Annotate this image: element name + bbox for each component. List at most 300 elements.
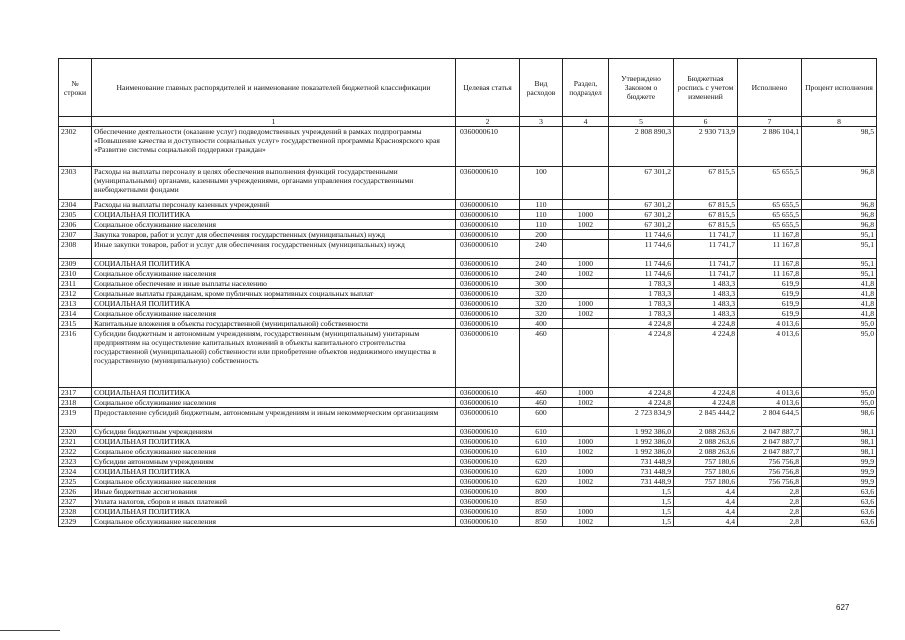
- table-row: [59, 309, 877, 319]
- indicator-name-cell: СОЦИАЛЬНАЯ ПОЛИТИКА: [92, 467, 456, 477]
- percent-cell: 95,0: [802, 398, 877, 408]
- executed-amount-cell: 65 655,5: [738, 167, 802, 200]
- section-cell: [563, 240, 609, 259]
- table-row: [59, 398, 877, 408]
- approved-amount-cell: 2 808 890,3: [609, 127, 674, 167]
- section-cell: [563, 167, 609, 200]
- expense-type-cell: 850: [520, 507, 563, 517]
- row-number-cell: 2322: [59, 447, 92, 457]
- section-cell: [563, 408, 609, 427]
- section-cell: 1000: [563, 467, 609, 477]
- expense-type-cell: 460: [520, 388, 563, 398]
- percent-cell: 95,0: [802, 388, 877, 398]
- section-cell: 1002: [563, 447, 609, 457]
- target-article-cell: 0360000610: [456, 279, 520, 289]
- row-number-cell: 2311: [59, 279, 92, 289]
- indicator-name-cell: Закупка товаров, работ и услуг для обеспечения государственных (муниципальных) нужд: [92, 230, 456, 240]
- row-number-cell: 2306: [59, 220, 92, 230]
- budget-amount-cell: 67 815,5: [674, 220, 738, 230]
- target-article-cell: 0360000610: [456, 437, 520, 447]
- executed-amount-cell: 11 167,8: [738, 240, 802, 259]
- table-row: [59, 127, 877, 167]
- approved-amount-cell: 1 992 386,0: [609, 447, 674, 457]
- target-article-cell: 0360000610: [456, 329, 520, 388]
- executed-amount-cell: 2,8: [738, 517, 802, 527]
- target-article-cell: 0360000610: [456, 200, 520, 210]
- row-number-cell: 2310: [59, 269, 92, 279]
- section-cell: [563, 289, 609, 299]
- section-cell: 1002: [563, 398, 609, 408]
- target-article-cell: 0360000610: [456, 507, 520, 517]
- budget-amount-cell: 757 180,6: [674, 457, 738, 467]
- row-number-cell: 2312: [59, 289, 92, 299]
- table-row: [59, 167, 877, 200]
- budget-amount-cell: 2 088 263,6: [674, 447, 738, 457]
- table-row: [59, 289, 877, 299]
- target-article-cell: 0360000610: [456, 210, 520, 220]
- header-name: Наименование главных распорядителей и наименование показателей бюджетной классификации: [92, 59, 456, 117]
- column-number: 7: [738, 117, 802, 127]
- column-number: [59, 117, 92, 127]
- approved-amount-cell: 4 224,8: [609, 388, 674, 398]
- approved-amount-cell: 731 448,9: [609, 457, 674, 467]
- approved-amount-cell: 1 783,3: [609, 279, 674, 289]
- indicator-name-cell: СОЦИАЛЬНАЯ ПОЛИТИКА: [92, 388, 456, 398]
- executed-amount-cell: 11 167,8: [738, 259, 802, 269]
- approved-amount-cell: 1 992 386,0: [609, 427, 674, 437]
- table-header: [59, 59, 877, 127]
- approved-amount-cell: 67 301,2: [609, 167, 674, 200]
- table-row: [59, 437, 877, 447]
- executed-amount-cell: 65 655,5: [738, 210, 802, 220]
- table-row: [59, 507, 877, 517]
- expense-type-cell: 320: [520, 309, 563, 319]
- percent-cell: 96,8: [802, 220, 877, 230]
- approved-amount-cell: 67 301,2: [609, 200, 674, 210]
- indicator-name-cell: Субсидии бюджетным учреждениям: [92, 427, 456, 437]
- executed-amount-cell: 4 013,6: [738, 329, 802, 388]
- executed-amount-cell: 2,8: [738, 487, 802, 497]
- budget-amount-cell: 11 741,7: [674, 259, 738, 269]
- header-executed: Исполнено: [738, 59, 802, 117]
- target-article-cell: 0360000610: [456, 220, 520, 230]
- table-row: [59, 517, 877, 527]
- target-article-cell: 0360000610: [456, 497, 520, 507]
- indicator-name-cell: Иные бюджетные ассигнования: [92, 487, 456, 497]
- row-number-cell: 2318: [59, 398, 92, 408]
- target-article-cell: 0360000610: [456, 309, 520, 319]
- indicator-name-cell: Обеспечение деятельности (оказание услуг) подведомственных учреждений в рамках подпрограммы «Повышение качества и доступности социальных услуг» государственной программы Красноярского края «Развитие системы социальной поддержки граждан»: [92, 127, 456, 167]
- approved-amount-cell: 67 301,2: [609, 220, 674, 230]
- executed-amount-cell: 4 013,6: [738, 388, 802, 398]
- indicator-name-cell: СОЦИАЛЬНАЯ ПОЛИТИКА: [92, 507, 456, 517]
- expense-type-cell: 200: [520, 230, 563, 240]
- percent-cell: 95,1: [802, 259, 877, 269]
- approved-amount-cell: 2 723 834,9: [609, 408, 674, 427]
- indicator-name-cell: Субсидии автономным учреждениям: [92, 457, 456, 467]
- indicator-name-cell: Расходы на выплаты персоналу казенных учреждений: [92, 200, 456, 210]
- target-article-cell: 0360000610: [456, 487, 520, 497]
- expense-type-cell: 620: [520, 467, 563, 477]
- section-cell: 1002: [563, 269, 609, 279]
- indicator-name-cell: Расходы на выплаты персоналу в целях обеспечения выполнения функций государственными (муниципальными) органами, казенными учреждениями, органами управления государственными внебюджетными фондами: [92, 167, 456, 200]
- target-article-cell: 0360000610: [456, 299, 520, 309]
- approved-amount-cell: 11 744,6: [609, 259, 674, 269]
- indicator-name-cell: Уплата налогов, сборов и иных платежей: [92, 497, 456, 507]
- expense-type-cell: 460: [520, 329, 563, 388]
- row-number-cell: 2323: [59, 457, 92, 467]
- row-number-cell: 2307: [59, 230, 92, 240]
- percent-cell: 98,5: [802, 127, 877, 167]
- approved-amount-cell: 1 783,3: [609, 309, 674, 319]
- percent-cell: 63,6: [802, 507, 877, 517]
- executed-amount-cell: 2,8: [738, 507, 802, 517]
- indicator-name-cell: Субсидии бюджетным и автономным учреждениям, государственным (муниципальным) унитарным предприятиям на осуществление капитальных вложений в объекты капитального строительства государственной (муниципальной) собственности или приобретение объектов недвижимого имущества в государственную (муниципальную) собственность: [92, 329, 456, 388]
- footnote-divider: [0, 630, 60, 631]
- row-number-cell: 2320: [59, 427, 92, 437]
- executed-amount-cell: 756 756,8: [738, 457, 802, 467]
- indicator-name-cell: Социальное обслуживание населения: [92, 309, 456, 319]
- section-cell: 1000: [563, 259, 609, 269]
- column-number: 1: [92, 117, 456, 127]
- budget-amount-cell: 1 483,3: [674, 309, 738, 319]
- executed-amount-cell: 4 013,6: [738, 319, 802, 329]
- budget-amount-cell: 2 088 263,6: [674, 437, 738, 447]
- target-article-cell: 0360000610: [456, 447, 520, 457]
- indicator-name-cell: Социальное обеспечение и иные выплаты населению: [92, 279, 456, 289]
- percent-cell: 41,8: [802, 289, 877, 299]
- percent-cell: 98,6: [802, 408, 877, 427]
- expense-type-cell: 610: [520, 447, 563, 457]
- executed-amount-cell: 2 804 644,5: [738, 408, 802, 427]
- row-number-cell: 2329: [59, 517, 92, 527]
- target-article-cell: 0360000610: [456, 240, 520, 259]
- budget-amount-cell: 2 845 444,2: [674, 408, 738, 427]
- budget-amount-cell: 2 088 263,6: [674, 427, 738, 437]
- section-cell: 1002: [563, 309, 609, 319]
- approved-amount-cell: 4 224,8: [609, 319, 674, 329]
- section-cell: [563, 427, 609, 437]
- percent-cell: 98,1: [802, 437, 877, 447]
- target-article-cell: 0360000610: [456, 259, 520, 269]
- budget-amount-cell: 11 741,7: [674, 269, 738, 279]
- table-row: [59, 497, 877, 507]
- row-number-cell: 2309: [59, 259, 92, 269]
- target-article-cell: 0360000610: [456, 289, 520, 299]
- expense-type-cell: 610: [520, 427, 563, 437]
- target-article-cell: 0360000610: [456, 127, 520, 167]
- target-article-cell: 0360000610: [456, 457, 520, 467]
- percent-cell: 63,6: [802, 517, 877, 527]
- percent-cell: 63,6: [802, 497, 877, 507]
- indicator-name-cell: Социальное обслуживание населения: [92, 398, 456, 408]
- header-row-number: № строки: [59, 59, 92, 117]
- row-number-cell: 2316: [59, 329, 92, 388]
- executed-amount-cell: 2,8: [738, 497, 802, 507]
- table-row: [59, 200, 877, 210]
- executed-amount-cell: 65 655,5: [738, 220, 802, 230]
- section-cell: 1000: [563, 210, 609, 220]
- approved-amount-cell: 11 744,6: [609, 240, 674, 259]
- section-cell: [563, 279, 609, 289]
- budget-amount-cell: 4 224,8: [674, 329, 738, 388]
- budget-amount-cell: 4,4: [674, 497, 738, 507]
- target-article-cell: 0360000610: [456, 467, 520, 477]
- row-number-cell: 2315: [59, 319, 92, 329]
- percent-cell: 99,9: [802, 477, 877, 487]
- table-row: [59, 269, 877, 279]
- expense-type-cell: 400: [520, 319, 563, 329]
- target-article-cell: 0360000610: [456, 269, 520, 279]
- expense-type-cell: 600: [520, 408, 563, 427]
- budget-amount-cell: 4,4: [674, 517, 738, 527]
- indicator-name-cell: СОЦИАЛЬНАЯ ПОЛИТИКА: [92, 299, 456, 309]
- budget-amount-cell: 11 741,7: [674, 230, 738, 240]
- expense-type-cell: 620: [520, 477, 563, 487]
- executed-amount-cell: 11 167,8: [738, 230, 802, 240]
- table-row: [59, 427, 877, 437]
- table-row: [59, 240, 877, 259]
- approved-amount-cell: 1 992 386,0: [609, 437, 674, 447]
- percent-cell: 95,0: [802, 329, 877, 388]
- percent-cell: 95,1: [802, 240, 877, 259]
- header-target-article: Целевая статья: [456, 59, 520, 117]
- budget-amount-cell: 67 815,5: [674, 200, 738, 210]
- target-article-cell: 0360000610: [456, 427, 520, 437]
- budget-table: [58, 58, 877, 527]
- expense-type-cell: [520, 127, 563, 167]
- section-cell: 1000: [563, 437, 609, 447]
- table-row: [59, 447, 877, 457]
- approved-amount-cell: 67 301,2: [609, 210, 674, 220]
- executed-amount-cell: 619,9: [738, 309, 802, 319]
- table-row: [59, 279, 877, 289]
- indicator-name-cell: Предоставление субсидий бюджетным, автономным учреждениям и иным некоммерческим организациям: [92, 408, 456, 427]
- target-article-cell: 0360000610: [456, 388, 520, 398]
- expense-type-cell: 300: [520, 279, 563, 289]
- percent-cell: 95,1: [802, 230, 877, 240]
- section-cell: [563, 457, 609, 467]
- budget-amount-cell: 2 930 713,9: [674, 127, 738, 167]
- expense-type-cell: 240: [520, 259, 563, 269]
- section-cell: [563, 487, 609, 497]
- budget-amount-cell: 11 741,7: [674, 240, 738, 259]
- section-cell: [563, 200, 609, 210]
- row-number-cell: 2314: [59, 309, 92, 319]
- section-cell: 1000: [563, 299, 609, 309]
- executed-amount-cell: 65 655,5: [738, 200, 802, 210]
- table-row: [59, 319, 877, 329]
- column-number: 3: [520, 117, 563, 127]
- budget-amount-cell: 1 483,3: [674, 279, 738, 289]
- expense-type-cell: 460: [520, 398, 563, 408]
- budget-amount-cell: 4,4: [674, 507, 738, 517]
- table-row: [59, 467, 877, 477]
- budget-amount-cell: 67 815,5: [674, 167, 738, 200]
- percent-cell: 96,8: [802, 167, 877, 200]
- indicator-name-cell: Иные закупки товаров, работ и услуг для обеспечения государственных (муниципальных) нужд: [92, 240, 456, 259]
- column-number: 8: [802, 117, 877, 127]
- expense-type-cell: 620: [520, 457, 563, 467]
- row-number-cell: 2321: [59, 437, 92, 447]
- executed-amount-cell: 2 047 887,7: [738, 437, 802, 447]
- approved-amount-cell: 731 448,9: [609, 477, 674, 487]
- approved-amount-cell: 4 224,8: [609, 329, 674, 388]
- executed-amount-cell: 619,9: [738, 279, 802, 289]
- section-cell: 1002: [563, 517, 609, 527]
- percent-cell: 63,6: [802, 487, 877, 497]
- executed-amount-cell: 2 047 887,7: [738, 427, 802, 437]
- table-row: [59, 329, 877, 388]
- percent-cell: 98,1: [802, 427, 877, 437]
- executed-amount-cell: 619,9: [738, 299, 802, 309]
- budget-report-sheet: [58, 58, 876, 527]
- row-number-cell: 2302: [59, 127, 92, 167]
- table-row: [59, 408, 877, 427]
- percent-cell: 95,1: [802, 269, 877, 279]
- row-number-cell: 2327: [59, 497, 92, 507]
- row-number-cell: 2303: [59, 167, 92, 200]
- row-number-cell: 2308: [59, 240, 92, 259]
- target-article-cell: 0360000610: [456, 408, 520, 427]
- percent-cell: 41,8: [802, 309, 877, 319]
- indicator-name-cell: Социальное обслуживание населения: [92, 447, 456, 457]
- executed-amount-cell: 619,9: [738, 289, 802, 299]
- table-row: [59, 487, 877, 497]
- table-row: [59, 210, 877, 220]
- approved-amount-cell: 731 448,9: [609, 467, 674, 477]
- expense-type-cell: 110: [520, 210, 563, 220]
- percent-cell: 99,9: [802, 467, 877, 477]
- expense-type-cell: 850: [520, 497, 563, 507]
- section-cell: [563, 127, 609, 167]
- section-cell: 1000: [563, 507, 609, 517]
- percent-cell: 96,8: [802, 210, 877, 220]
- expense-type-cell: 240: [520, 240, 563, 259]
- row-number-cell: 2324: [59, 467, 92, 477]
- row-number-cell: 2305: [59, 210, 92, 220]
- percent-cell: 99,9: [802, 457, 877, 467]
- percent-cell: 41,8: [802, 279, 877, 289]
- budget-amount-cell: 757 180,6: [674, 477, 738, 487]
- executed-amount-cell: 4 013,6: [738, 398, 802, 408]
- column-number: 2: [456, 117, 520, 127]
- target-article-cell: 0360000610: [456, 398, 520, 408]
- header-approved: Утверждено Законом о бюджете: [609, 59, 674, 117]
- indicator-name-cell: Капитальные вложения в объекты государственной (муниципальной) собственности: [92, 319, 456, 329]
- row-number-cell: 2313: [59, 299, 92, 309]
- column-number: 4: [563, 117, 609, 127]
- expense-type-cell: 110: [520, 220, 563, 230]
- expense-type-cell: 110: [520, 200, 563, 210]
- target-article-cell: 0360000610: [456, 477, 520, 487]
- table-row: [59, 388, 877, 398]
- section-cell: [563, 319, 609, 329]
- indicator-name-cell: Социальное обслуживание населения: [92, 517, 456, 527]
- indicator-name-cell: Социальное обслуживание населения: [92, 220, 456, 230]
- table-row: [59, 477, 877, 487]
- executed-amount-cell: 756 756,8: [738, 467, 802, 477]
- row-number-cell: 2304: [59, 200, 92, 210]
- section-cell: [563, 230, 609, 240]
- expense-type-cell: 800: [520, 487, 563, 497]
- expense-type-cell: 850: [520, 517, 563, 527]
- indicator-name-cell: СОЦИАЛЬНАЯ ПОЛИТИКА: [92, 259, 456, 269]
- budget-amount-cell: 4 224,8: [674, 319, 738, 329]
- row-number-cell: 2319: [59, 408, 92, 427]
- target-article-cell: 0360000610: [456, 167, 520, 200]
- budget-amount-cell: 757 180,6: [674, 467, 738, 477]
- approved-amount-cell: 1,5: [609, 507, 674, 517]
- header-section: Раздел, подраздел: [563, 59, 609, 117]
- budget-amount-cell: 4,4: [674, 487, 738, 497]
- target-article-cell: 0360000610: [456, 319, 520, 329]
- approved-amount-cell: 11 744,6: [609, 269, 674, 279]
- table-row: [59, 220, 877, 230]
- table-row: [59, 230, 877, 240]
- budget-amount-cell: 1 483,3: [674, 289, 738, 299]
- table-body: [59, 127, 877, 527]
- indicator-name-cell: Социальные выплаты гражданам, кроме публичных нормативных социальных выплат: [92, 289, 456, 299]
- approved-amount-cell: 4 224,8: [609, 398, 674, 408]
- indicator-name-cell: Социальное обслуживание населения: [92, 269, 456, 279]
- section-cell: 1002: [563, 220, 609, 230]
- executed-amount-cell: 11 167,8: [738, 269, 802, 279]
- table-row: [59, 259, 877, 269]
- column-number-row: [59, 117, 877, 127]
- row-number-cell: 2317: [59, 388, 92, 398]
- section-cell: 1002: [563, 477, 609, 487]
- approved-amount-cell: 1,5: [609, 487, 674, 497]
- executed-amount-cell: 2 886 104,1: [738, 127, 802, 167]
- percent-cell: 98,1: [802, 447, 877, 457]
- page-number: 627: [836, 603, 850, 612]
- percent-cell: 95,0: [802, 319, 877, 329]
- section-cell: [563, 497, 609, 507]
- executed-amount-cell: 2 047 887,7: [738, 447, 802, 457]
- budget-amount-cell: 4 224,8: [674, 388, 738, 398]
- table-row: [59, 299, 877, 309]
- expense-type-cell: 320: [520, 289, 563, 299]
- row-number-cell: 2326: [59, 487, 92, 497]
- header-expense-type: Вид расходов: [520, 59, 563, 117]
- column-number: 5: [609, 117, 674, 127]
- indicator-name-cell: Социальное обслуживание населения: [92, 477, 456, 487]
- row-number-cell: 2325: [59, 477, 92, 487]
- budget-amount-cell: 1 483,3: [674, 299, 738, 309]
- executed-amount-cell: 756 756,8: [738, 477, 802, 487]
- section-cell: 1000: [563, 388, 609, 398]
- header-budget-schedule: Бюджетная роспись с учетом изменений: [674, 59, 738, 117]
- approved-amount-cell: 1,5: [609, 517, 674, 527]
- table-row: [59, 457, 877, 467]
- budget-amount-cell: 4 224,8: [674, 398, 738, 408]
- column-number: 6: [674, 117, 738, 127]
- header-percent: Процент исполнения: [802, 59, 877, 117]
- indicator-name-cell: СОЦИАЛЬНАЯ ПОЛИТИКА: [92, 210, 456, 220]
- indicator-name-cell: СОЦИАЛЬНАЯ ПОЛИТИКА: [92, 437, 456, 447]
- approved-amount-cell: 1,5: [609, 497, 674, 507]
- expense-type-cell: 100: [520, 167, 563, 200]
- expense-type-cell: 240: [520, 269, 563, 279]
- approved-amount-cell: 1 783,3: [609, 299, 674, 309]
- row-number-cell: 2328: [59, 507, 92, 517]
- target-article-cell: 0360000610: [456, 230, 520, 240]
- budget-amount-cell: 67 815,5: [674, 210, 738, 220]
- percent-cell: 96,8: [802, 200, 877, 210]
- section-cell: [563, 329, 609, 388]
- target-article-cell: 0360000610: [456, 517, 520, 527]
